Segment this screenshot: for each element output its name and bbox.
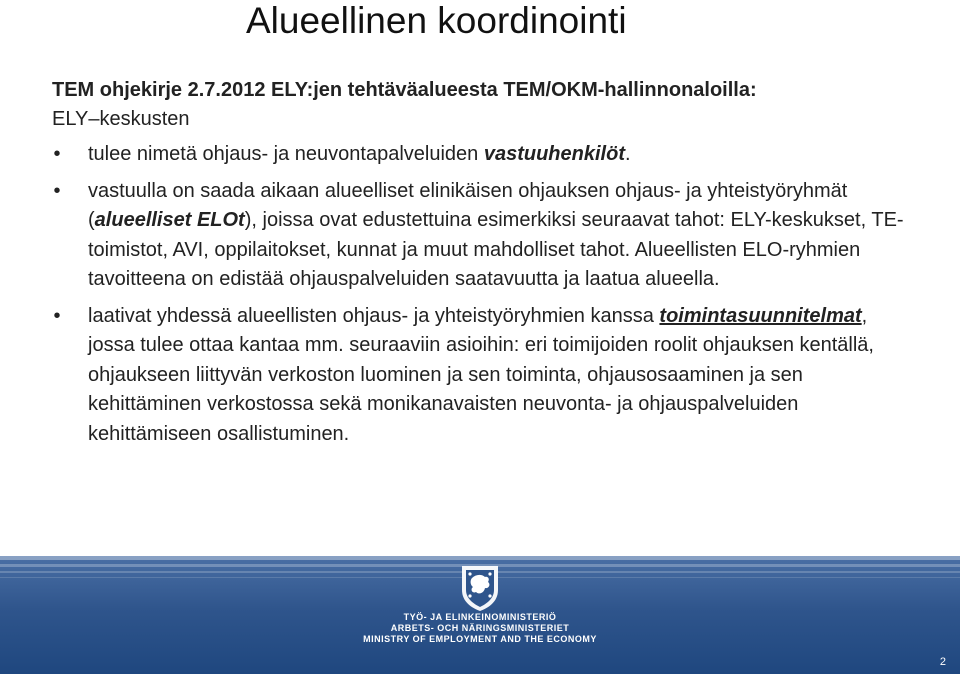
footer-stripe — [0, 556, 960, 560]
bullet-2-text-start: vastuulla on saada aikaan alueelliset elinikäisen ohjauksen ohjaus- ja yhteistyöryhmät ( — [88, 179, 848, 231]
bullet-icon: • — [53, 143, 61, 165]
ministry-name-en: MINISTRY OF EMPLOYMENT AND THE ECONOMY — [363, 634, 597, 644]
page-number: 2 — [939, 656, 946, 668]
bullet-1-emphasis: vastuuhenkilöt — [483, 143, 625, 165]
lead-line-1: TEM ohjekirje 2.7.2012 ELY:jen tehtäväalueesta TEM/OKM-hallinnonaloilla: — [52, 79, 757, 101]
ministry-name-sv: ARBETS- OCH NÄRINGSMINISTERIET — [390, 623, 570, 633]
finnish-lion-coat-of-arms-icon — [458, 564, 502, 612]
slide-content — [52, 76, 912, 456]
bullet-icon: • — [53, 304, 61, 327]
bullet-icon: • — [53, 179, 61, 202]
bullet-2-emphasis: alueelliset ELOt — [94, 209, 245, 231]
bullet-item-3 — [52, 302, 912, 450]
ministry-footer-band — [0, 556, 960, 674]
bullet-1-text-end: . — [624, 143, 631, 165]
slide-title: Alueellinen koordinointi — [246, 0, 627, 41]
bullet-3-text-end: , jossa tulee ottaa kantaa mm. seuraaviin asioihin: eri toimijoiden roolit ohjauksen kentällä, ohjaukseen liittyvän verkoston luominen ja sen toiminta, ohjausosaaminen ja sen kehittäminen verkostossa sekä monikanavaisten neuvonta- ja ohjauspalveluiden kehittämiseen osallistuminen. — [88, 304, 874, 445]
bullet-list — [52, 140, 912, 449]
ministry-name-fi: TYÖ- JA ELINKEINOMINISTERIÖ — [403, 612, 557, 622]
bullet-2-text-end: ), joissa ovat edustettuina esimerkiksi seuraavat tahot: ELY-keskukset, TE-toimistot, AVI, oppilaitokset, kunnat ja muut mahdolliset tahot. Alueellisten ELO-ryhmien tavoitteena on edistää ohjauspalveluiden saatavuutta ja laatua alueella. — [88, 209, 904, 290]
bullet-item-2 — [52, 177, 912, 295]
bullet-3-text-start: laativat yhdessä alueellisten ohjaus- ja yhteistyöryhmien kanssa — [88, 304, 660, 327]
lead-line-2: ELY–keskusten — [52, 108, 190, 130]
bullet-item-1 — [52, 140, 912, 170]
bullet-3-emphasis: toimintasuunnitelmat — [659, 304, 862, 327]
ministry-name — [0, 612, 960, 645]
bullet-1-text-start: tulee nimetä ohjaus- ja neuvontapalveluiden — [88, 143, 484, 165]
lead-text — [52, 76, 912, 134]
